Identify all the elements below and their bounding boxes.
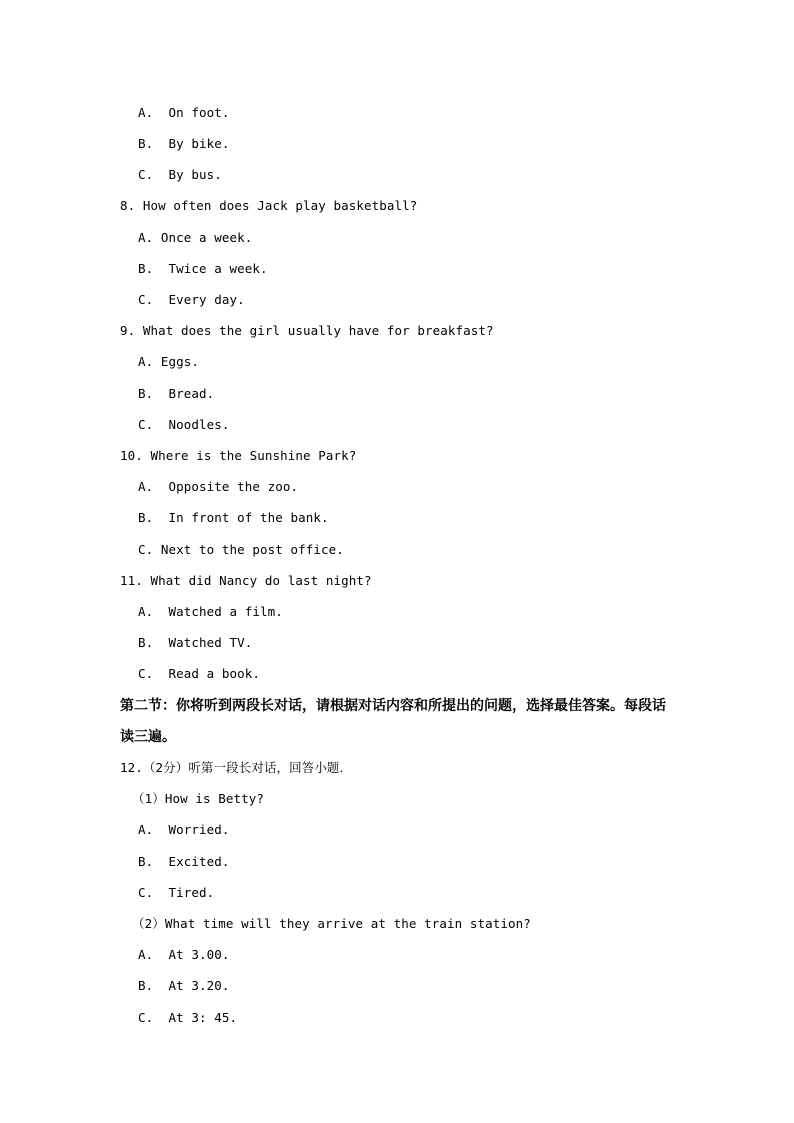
q12-sub1-option-a: A. Worried. xyxy=(138,822,230,837)
q7-option-c: C. By bus. xyxy=(138,167,222,182)
q10-question: 10. Where is the Sunshine Park? xyxy=(120,448,357,463)
section-2-heading-line1: 第二节：你将听到两段长对话，请根据对话内容和所提出的问题，选择最佳答案。每段话 xyxy=(120,698,666,714)
q12-header xyxy=(120,760,352,776)
q10-option-b: B. In front of the bank. xyxy=(138,510,329,525)
q11-option-b: B. Watched TV. xyxy=(138,635,253,650)
q12-sub2-option-b: B. At 3.20. xyxy=(138,978,230,993)
q12-sub1-option-c: C. Tired. xyxy=(138,885,215,900)
q7-option-a: A. On foot. xyxy=(138,105,230,120)
q12-sub2-option-a: A. At 3.00. xyxy=(138,947,230,962)
q8-option-b: B. Twice a week. xyxy=(138,261,268,276)
q9-option-c: C. Noodles. xyxy=(138,417,230,432)
q12-sub1-question: （1）How is Betty? xyxy=(132,791,264,806)
q11-question: 11. What did Nancy do last night? xyxy=(120,573,372,588)
q10-option-c: C. Next to the post office. xyxy=(138,542,344,557)
q12-prefix: 12.（2分） xyxy=(120,760,189,775)
q12-sub1-option-b: B. Excited. xyxy=(138,854,230,869)
section-2-heading-line2: 读三遍。 xyxy=(120,729,176,745)
q8-option-c: C. Every day. xyxy=(138,292,245,307)
q11-option-c: C. Read a book. xyxy=(138,666,261,681)
q9-option-b: B. Bread. xyxy=(138,386,215,401)
q12-instruction: 听第一段长对话，回答小题． xyxy=(188,760,353,775)
q10-option-a: A. Opposite the zoo. xyxy=(138,479,299,494)
q9-question: 9. What does the girl usually have for breakfast? xyxy=(120,323,494,338)
q9-option-a: A. Eggs. xyxy=(138,354,200,369)
q12-sub2-question: （2）What time will they arrive at the train station? xyxy=(132,916,531,931)
q8-question: 8. How often does Jack play basketball? xyxy=(120,198,418,213)
q8-option-a: A. Once a week. xyxy=(138,230,253,245)
q12-sub2-option-c: C. At 3: 45. xyxy=(138,1010,238,1025)
q11-option-a: A. Watched a film. xyxy=(138,604,283,619)
q7-option-b: B. By bike. xyxy=(138,136,230,151)
